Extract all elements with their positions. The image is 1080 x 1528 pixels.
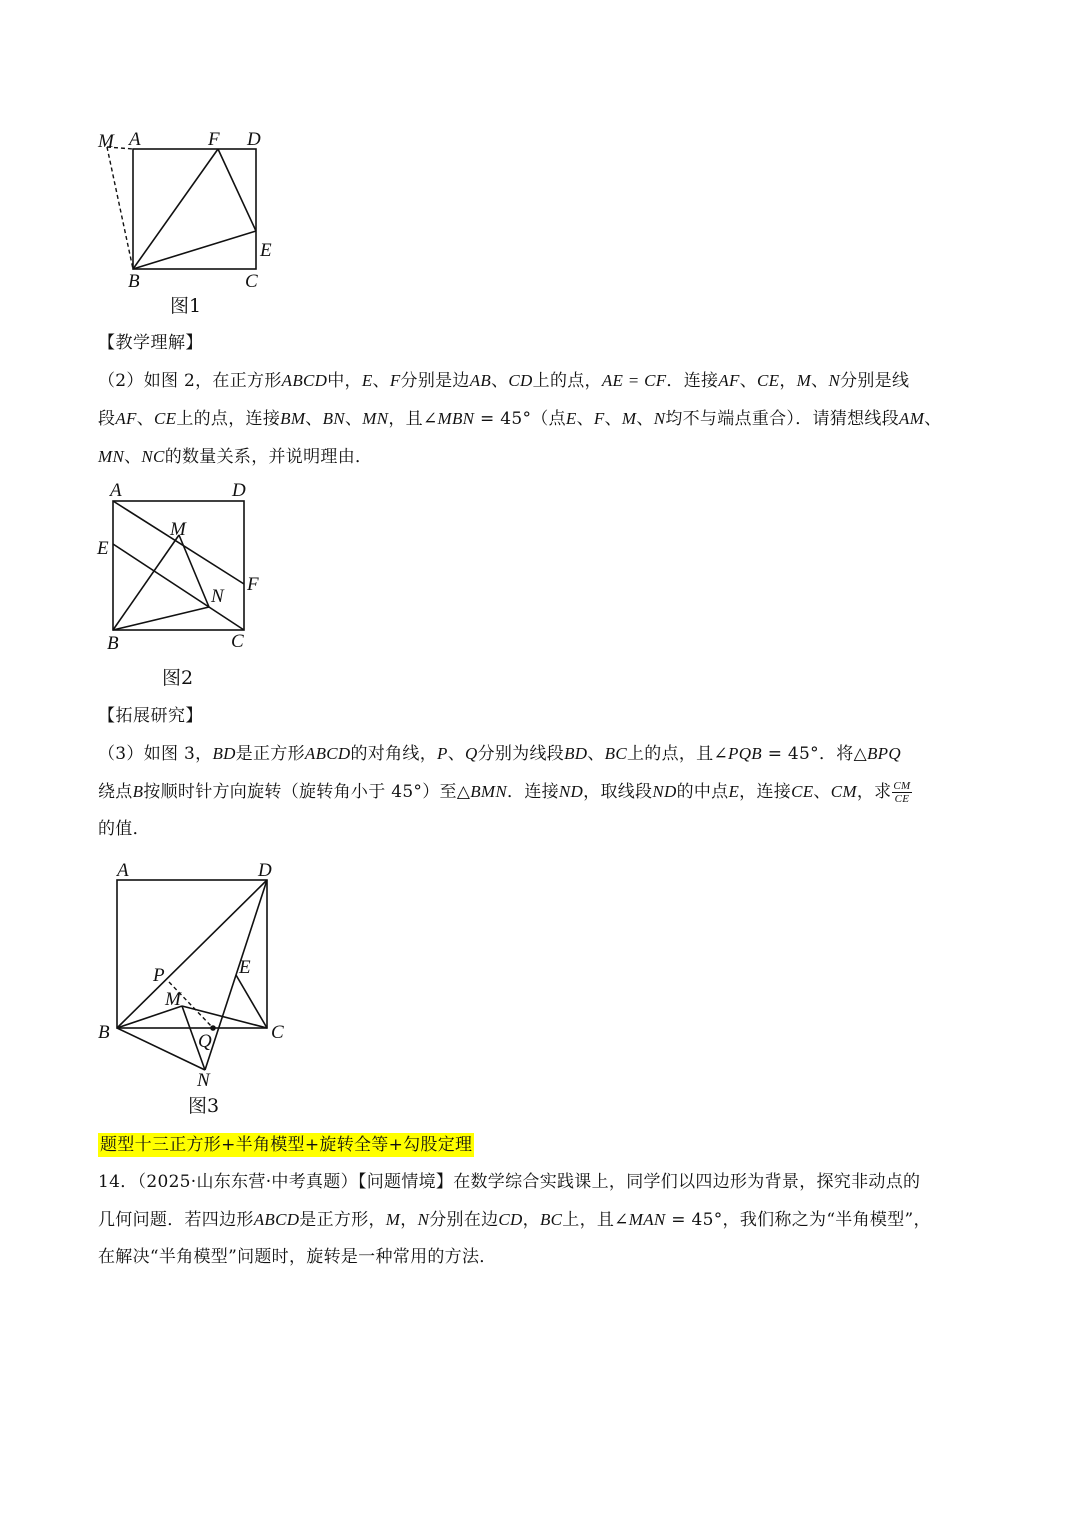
fraction-denominator: CE — [894, 793, 910, 805]
label-c: C — [245, 271, 258, 292]
q3-line-3: 的值． — [98, 819, 150, 839]
topic-highlight-heading: 题型十三正方形+半角模型+旋转全等+勾股定理 — [100, 1135, 473, 1155]
figure-3-caption: 图3 — [188, 1095, 220, 1117]
label-m: M — [165, 989, 181, 1010]
q2-line-3: MN、NC的数量关系，并说明理由． — [98, 447, 373, 467]
label-a: A — [117, 860, 129, 881]
dashed-mb — [107, 147, 133, 269]
figure-1-caption: 图1 — [170, 295, 202, 317]
segment-ec — [113, 544, 244, 630]
q3-line-2: 绕点B按顺时针方向旋转（旋转角小于 45°）至△BMN．连接ND，取线段ND的中点E，连接CE、CM，求 $\frac{CM}{CE}$ — [98, 780, 911, 805]
segment-ce — [236, 975, 267, 1028]
label-n: N — [197, 1070, 210, 1091]
q2-line-2: 段AF、CE上的点，连接BM、BN、MN，且∠MBN = 45°（点E、F、M、N均不与端点重合）．请猜想线段AM、 — [98, 409, 942, 429]
figure-3 — [90, 858, 305, 1123]
label-f: F — [247, 574, 259, 595]
label-m: M — [98, 131, 114, 152]
label-d: D — [232, 480, 246, 501]
label-c: C — [231, 631, 244, 652]
q3-line-1: （3）如图 3，BD是正方形ABCD的对角线，P、Q分别为线段BD、BC上的点，且∠PQB = 45°．将△BPQ — [98, 744, 901, 764]
section-heading-extend: 【拓展研究】 — [98, 706, 203, 726]
label-q: Q — [198, 1031, 212, 1052]
segment-mn — [179, 535, 209, 607]
question-3 — [98, 735, 988, 848]
label-n: N — [211, 586, 224, 607]
label-b: B — [98, 1022, 110, 1043]
label-e: E — [97, 538, 109, 559]
q14-line-1: 14．（2025·山东东营·中考真题）【问题情境】在数学综合实践课上，同学们以四边形为背景，探究非动点的 — [98, 1172, 921, 1192]
label-b: B — [107, 633, 119, 654]
figure-1-diagram — [90, 125, 290, 325]
segment-fe — [218, 149, 256, 231]
label-c: C — [271, 1022, 284, 1043]
label-a: A — [110, 480, 122, 501]
segment-bf — [133, 149, 218, 269]
figure-2-caption: 图2 — [162, 667, 194, 689]
figure-3-diagram — [90, 858, 305, 1123]
label-a: A — [129, 129, 141, 150]
fraction-cm-ce — [892, 780, 911, 805]
segment-be — [133, 231, 256, 269]
label-m: M — [170, 519, 186, 540]
label-p: P — [153, 965, 165, 986]
diagonal-bd — [117, 880, 267, 1028]
fraction-numerator: CM — [893, 780, 911, 792]
label-f: F — [208, 129, 220, 150]
figure-2-diagram — [90, 478, 280, 693]
q2-line-1: （2）如图 2，在正方形ABCD中，E、F分别是边AB、CD上的点，AE = CF．连接AF、CE，M、N分别是线 — [98, 371, 910, 391]
q14-line-3: 在解决“半角模型”问题时，旋转是一种常用的方法． — [98, 1247, 497, 1267]
label-b: B — [128, 271, 140, 292]
square-abcd — [133, 149, 256, 269]
figure-2 — [90, 478, 280, 693]
label-d: D — [258, 860, 272, 881]
question-14 — [98, 1164, 988, 1276]
label-d: D — [247, 129, 261, 150]
segment-af — [113, 501, 244, 584]
q14-line-2: 几何问题．若四边形ABCD是正方形，M，N分别在边CD，BC上，且∠MAN = 45°，我们称之为“半角模型”， — [98, 1210, 931, 1230]
section-heading-teaching: 【教学理解】 — [98, 333, 203, 353]
label-e: E — [239, 957, 251, 978]
question-2 — [98, 362, 988, 476]
figure-1 — [90, 125, 290, 325]
label-e: E — [260, 240, 272, 261]
point-q — [210, 1025, 216, 1031]
